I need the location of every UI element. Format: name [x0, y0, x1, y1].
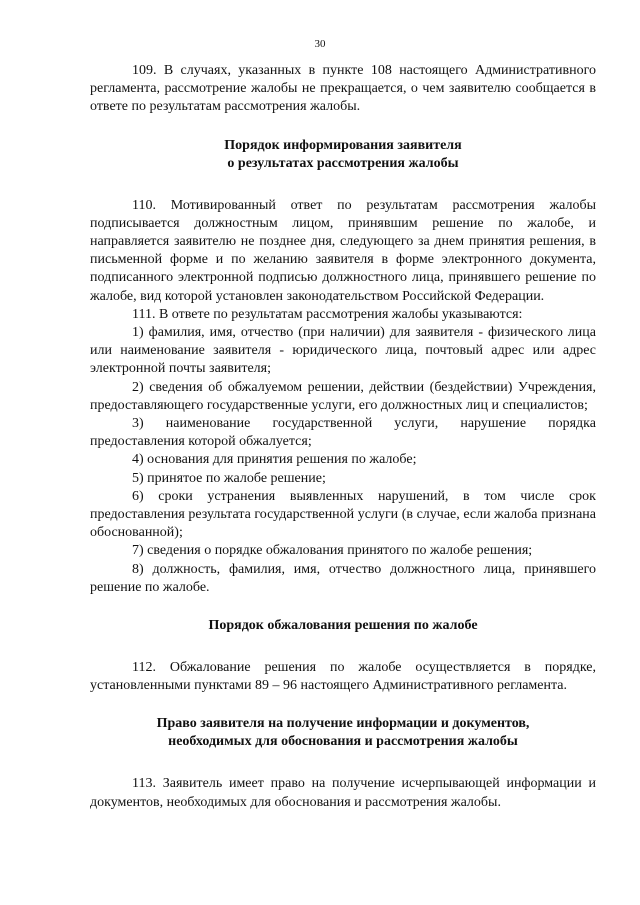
list-item-8: 8) должность, фамилия, имя, отчество должностного лица, принявшего решение по жалобе.: [90, 561, 596, 595]
page-number: 30: [314, 38, 326, 50]
list-item-2: 2) сведения об обжалуемом решении, действии (бездействии) Учреждения, предоставляющего государственные услуги, его должностных лиц и специалистов;: [90, 379, 596, 413]
heading-applicant-right: [90, 715, 596, 751]
list-item-1: 1) фамилия, имя, отчество (при наличии) для заявителя - физического лица или наименование заявителя - юридического лица, почтовый адрес или адрес электронной почты заявителя;: [90, 325, 596, 377]
heading-informing-applicant: [90, 137, 596, 173]
heading-line: Порядок информирования заявителя: [224, 137, 462, 153]
paragraph-110: 110. Мотивированный ответ по результатам рассмотрения жалобы подписывается должностным лицом, принявшим решение по жалобе, и направляется заявителю не позднее дня, следующего за днем принятия решения, в письменной форме и по желанию заявителя в форме электронного документа, подписанного электронной подписью должностного лица, принявшего решение по жалобе, вид которой установлен законодательством Российской Федерации.: [90, 197, 596, 304]
paragraph-112: 112. Обжалование решения по жалобе осуществляется в порядке, установленными пунктами 89 – 96 настоящего Административного регламента.: [90, 660, 596, 694]
heading-line: Право заявителя на получение информации и документов,: [156, 716, 530, 732]
heading-appeal-decision: [90, 617, 596, 635]
list-item-5: 5) принятое по жалобе решение;: [132, 470, 326, 486]
paragraph-111: 111. В ответе по результатам рассмотрения жалобы указываются:: [132, 306, 523, 322]
paragraph-113: 113. Заявитель имеет право на получение исчерпывающей информации и документов, необходимых для обоснования и рассмотрения жалобы.: [90, 776, 596, 810]
document-body: [90, 62, 596, 812]
list-item-6: 6) сроки устранения выявленных нарушений, в том числе срок предоставления результата государственной услуги (в случае, если жалоба признана обоснованной);: [90, 488, 596, 541]
heading-line: о результатах рассмотрения жалобы: [227, 155, 459, 171]
heading-line: Порядок обжалования решения по жалобе: [208, 618, 478, 634]
paragraph-109: 109. В случаях, указанных в пункте 108 настоящего Административного регламента, рассмотрение жалобы не прекращается, о чем заявителю сообщается в ответе по результатам рассмотрения жалобы.: [90, 63, 596, 115]
list-item-3: 3) наименование государственной услуги, нарушение порядка предоставления которой обжалуется;: [90, 416, 596, 450]
list-item-4: 4) основания для принятия решения по жалобе;: [132, 452, 417, 468]
heading-line: необходимых для обоснования и рассмотрения жалобы: [168, 734, 518, 750]
list-item-7: 7) сведения о порядке обжалования принятого по жалобе решения;: [132, 543, 533, 559]
